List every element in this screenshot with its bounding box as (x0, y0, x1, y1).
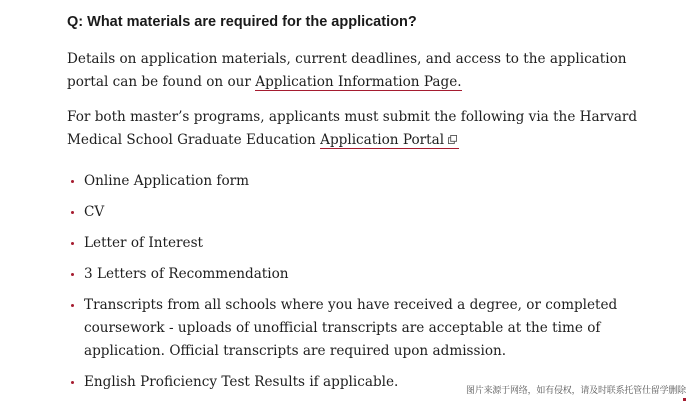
bullet-icon (71, 304, 74, 307)
portal-paragraph-text: For both master’s programs, applicants must submit the following via the Harvard Medical School Graduate Education (67, 109, 638, 148)
faq-question: Q: What materials are required for the application? (67, 14, 417, 30)
bullet-icon (71, 242, 74, 245)
list-item-text: English Proficiency Test Results if applicable. (84, 374, 399, 390)
image-source-watermark: 图片来源于网络，如有侵权，请及时联系托管仕留学删除 (465, 386, 686, 396)
list-item-text: Letter of Interest (84, 235, 204, 251)
list-item (67, 263, 667, 286)
bullet-icon (71, 180, 74, 183)
application-information-page-link[interactable]: Application Information Page. (255, 74, 462, 90)
application-info-text: Details on application materials, current deadlines, and access to the application portal can be found on our (67, 51, 627, 90)
bullet-icon (71, 381, 74, 384)
list-item (67, 294, 667, 363)
faq-section (67, 12, 667, 401)
list-item (67, 170, 667, 193)
application-info-paragraph (67, 48, 667, 94)
list-item-text: 3 Letters of Recommendation (84, 266, 289, 282)
external-link-icon (448, 135, 457, 144)
list-item (67, 201, 667, 224)
requirements-list (67, 170, 667, 394)
application-portal-link-label: Application Portal (320, 132, 445, 148)
list-item (67, 232, 667, 255)
application-portal-link[interactable] (320, 132, 459, 149)
list-item-text: Transcripts from all schools where you have received a degree, or completed coursework - uploads of unofficial transcripts are acceptable at the time of application. Official transcripts are required upon admission. (84, 297, 618, 359)
portal-paragraph (67, 106, 667, 152)
list-item-text: CV (84, 204, 105, 220)
bullet-icon (71, 273, 74, 276)
list-item-text: Online Application form (84, 173, 250, 189)
bullet-icon (71, 211, 74, 214)
